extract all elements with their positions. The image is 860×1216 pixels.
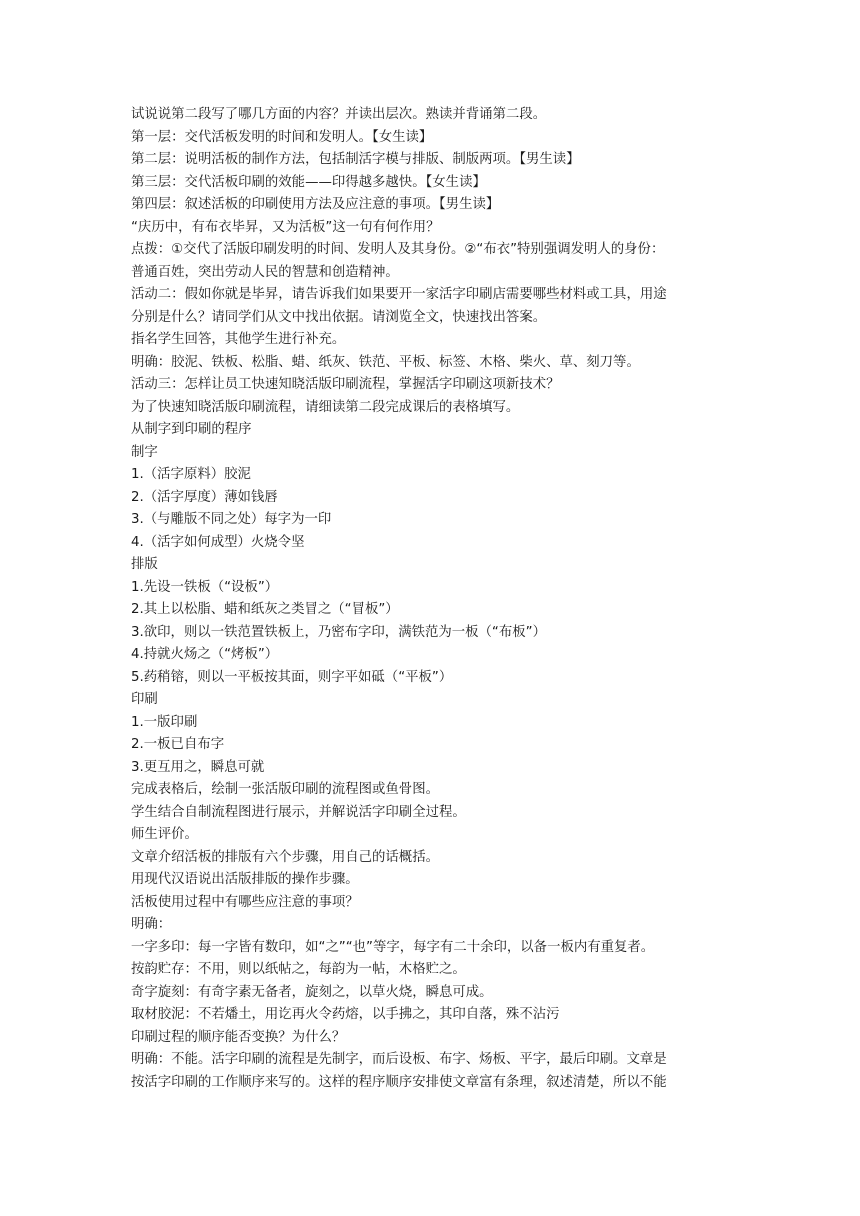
text-line: 按韵贮存：不用，则以纸帖之，每韵为一帖，木格贮之。 xyxy=(131,962,466,977)
text-line: 活板使用过程中有哪些应注意的事项？ xyxy=(131,894,359,910)
text-line: 从制字到印刷的程序 xyxy=(131,422,252,437)
document-body xyxy=(131,104,737,1094)
text-line: 明确：胶泥、铁板、松脂、蜡、纸灰、铁范、平板、标签、木格、柴火、草、刻刀等。 xyxy=(131,354,640,370)
text-line: 活动三：怎样让员工快速知晓活版印刷流程，掌握活字印刷这项新技术？ xyxy=(131,377,560,392)
text-line: 取材胶泥：不若燔土，用讫再火令药熔，以手拂之，其印自落，殊不沾污 xyxy=(131,1007,560,1022)
text-line: 指名学生回答，其他学生进行补充。 xyxy=(131,332,346,347)
text-line: 印刷 xyxy=(131,692,158,707)
text-line: 2.其上以松脂、蜡和纸灰之类冒之（“冒板”） xyxy=(131,602,399,617)
text-line: 1.一版印刷 xyxy=(131,714,198,730)
text-line: 按活字印刷的工作顺序来写的。这样的程序顺序安排使文章富有条理，叙述清楚，所以不能 xyxy=(131,1074,667,1090)
text-line: 第二层：说明活板的制作方法，包括制活字模与排版、制版两项。【男生读】 xyxy=(131,152,580,167)
text-line: 1.（活字原料）胶泥 xyxy=(131,467,251,482)
text-line: 奇字旋刻：有奇字素无备者，旋刻之，以草火烧，瞬息可成。 xyxy=(131,984,493,1000)
text-line: 第一层：交代活板发明的时间和发明人。【女生读】 xyxy=(131,129,433,145)
text-line: 4.（活字如何成型）火烧令坚 xyxy=(131,534,305,550)
text-line: 3.（与雕版不同之处）每字为一印 xyxy=(131,512,332,527)
text-line: 点拨：①交代了活版印刷发明的时间、发明人及其身份。②“布衣”特别强调发明人的身份： xyxy=(131,242,665,257)
text-line: 4.持就火炀之（“烤板”） xyxy=(131,647,279,662)
text-line: 3.欲印，则以一铁范置铁板上，乃密布字印，满铁范为一板（“布板”） xyxy=(131,624,546,640)
text-line: “庆历中，有布衣毕昇，又为活板”这一句有何作用？ xyxy=(131,219,440,235)
text-line: 第三层：交代活板印刷的效能——印得越多越快。【女生读】 xyxy=(131,174,486,190)
text-line: 活动二：假如你就是毕昇，请告诉我们如果要开一家活字印刷店需要哪些材料或工具，用途 xyxy=(131,287,667,302)
text-line: 学生结合自制流程图进行展示，并解说活字印刷全过程。 xyxy=(131,804,466,820)
text-line: 分别是什么？请同学们从文中找出依据。请浏览全文，快速找出答案。 xyxy=(131,309,547,325)
text-line: 为了快速知晓活版印刷流程，请细读第二段完成课后的表格填写。 xyxy=(131,399,520,415)
text-line: 文章介绍活板的排版有六个步骤，用自己的话概括。 xyxy=(131,849,439,865)
text-line: 2.（活字厚度）薄如钱唇 xyxy=(131,489,278,505)
text-line: 明确：不能。活字印刷的流程是先制字，而后设板、布字、炀板、平字，最后印刷。文章是 xyxy=(131,1052,667,1067)
text-line: 5.药稍镕，则以一平板按其面，则字平如砥（“平板”） xyxy=(131,669,453,685)
text-line: 明确： xyxy=(131,917,172,932)
text-line: 一字多印：每一字皆有数印，如“之”“也”等字，每字有二十余印，以备一板内有重复者。 xyxy=(131,939,655,955)
text-line: 2.一板已自布字 xyxy=(131,737,225,752)
text-line: 试说说第二段写了哪几方面的内容？并读出层次。熟读并背诵第二段。 xyxy=(131,107,547,122)
text-line: 完成表格后，绘制一张活版印刷的流程图或鱼骨图。 xyxy=(131,782,439,797)
text-line: 印刷过程的顺序能否变换？为什么？ xyxy=(131,1029,346,1045)
text-line: 师生评价。 xyxy=(131,827,198,842)
text-line: 1.先设一铁板（“设板”） xyxy=(131,579,279,595)
text-line: 用现代汉语说出活版排版的操作步骤。 xyxy=(131,872,359,887)
text-line: 3.更互用之，瞬息可就 xyxy=(131,759,265,775)
text-line: 制字 xyxy=(131,444,158,460)
text-line: 第四层：叙述活板的印刷使用方法及应注意的事项。【男生读】 xyxy=(131,197,500,212)
text-line: 普通百姓，突出劳动人民的智慧和创造精神。 xyxy=(131,264,399,280)
text-line: 排版 xyxy=(131,557,158,572)
